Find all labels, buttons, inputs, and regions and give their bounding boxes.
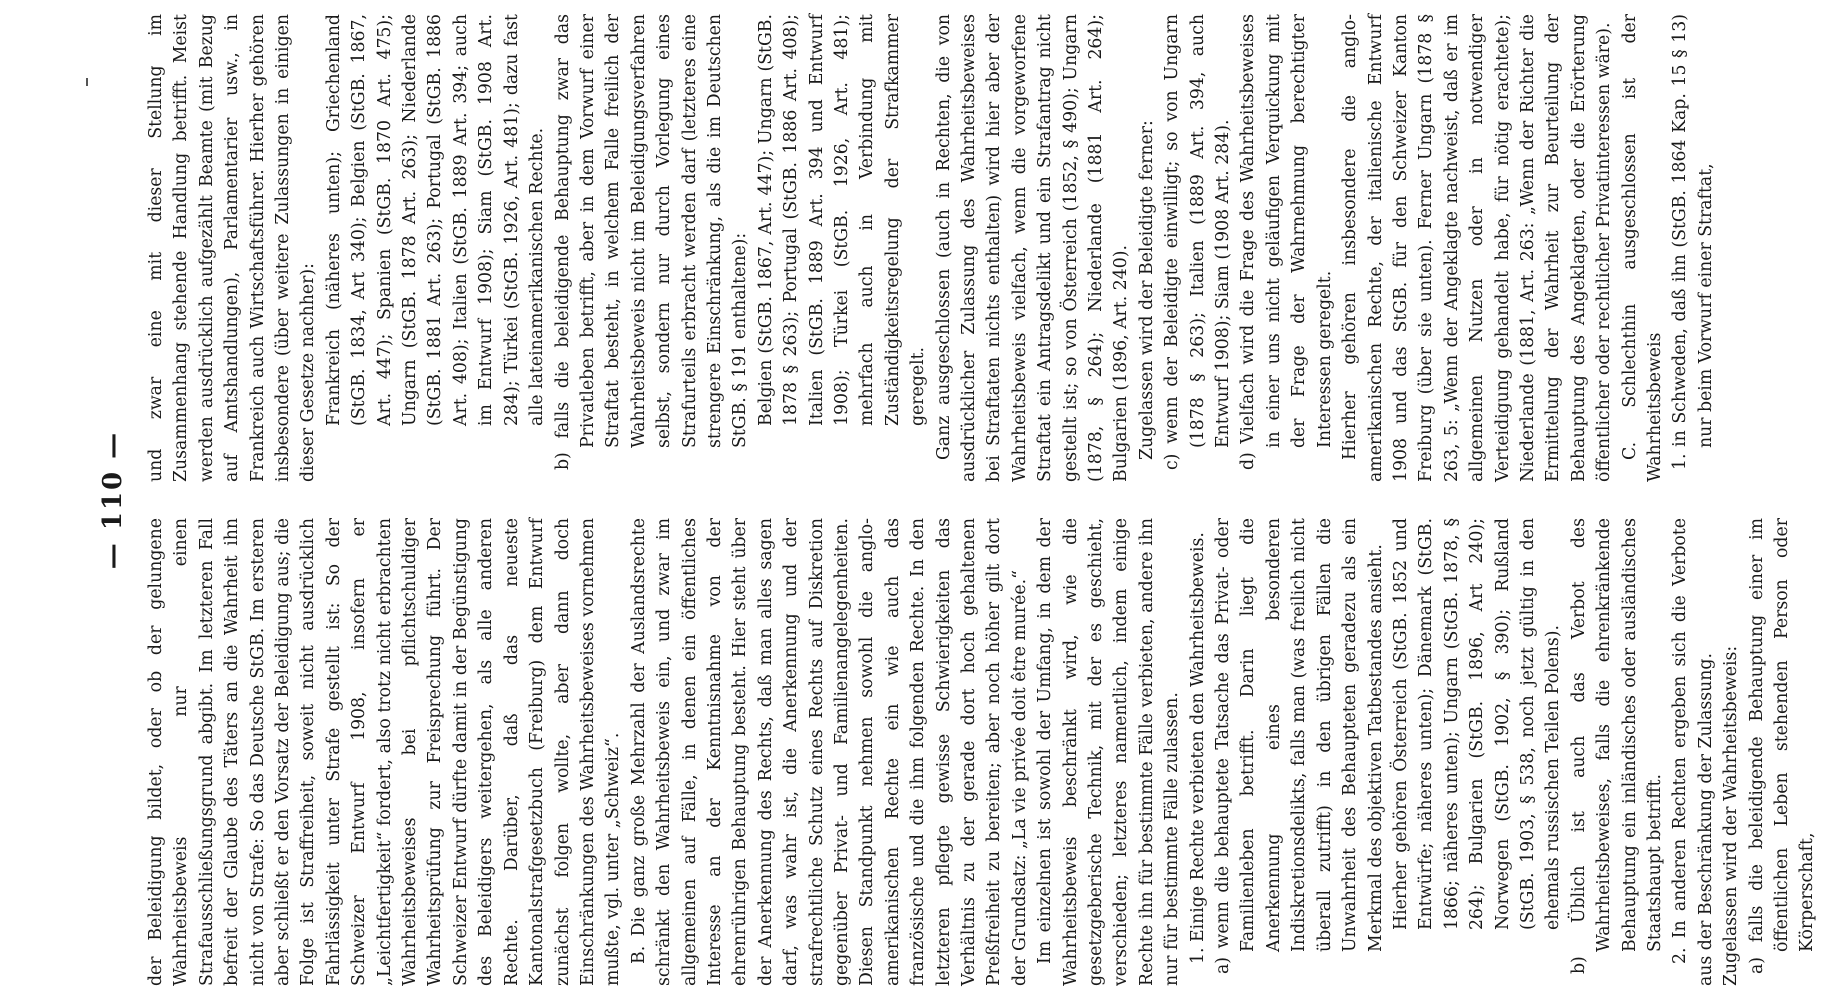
paragraph: 1. in Schweden, daß ihn (StGB. 1864 Kap. 15 § 13) nur beim Vorwurf einer Straftat,: [1670, 14, 1716, 470]
paragraph: Hierher gehören insbesondere die anglo-amerikanischen Rechte, der italienische Entwurf 1908 und das StGB. für den Schweizer Kanton Freiburg (über sie unten). Ferner Ungarn (1878 § 263, 5: „Wenn der Angeklagte nachweist, daß er im allgemeinen Nutzen oder in notwendiger Verteidigung gehandelt habe, für nötig erachtete); Niederlande (1881, Art. 263: „Wenn der Richter die Ermittelung der Wahrheit zur Beurteilung der Behauptung des Angeklagten, oder die Erörterung öffentlicher oder rechtlicher Privatinteressen wäre).: [1340, 14, 1615, 482]
margin-mark: [86, 78, 88, 86]
paragraph: Hierher gehören Österreich (StGB. 1852 und Entwürfe; näheres unten); Dänemark (StGB. 1866; näheres unten); Ungarn (StGB. 1878, § 264); Bulgarien (StGB. 1896, Art 240); Norwegen (StGB. 1902, § 390); Rußland (StGB. 1903, § 538, noch jetzt gültig in den ehemals russischen Teilen Polens).: [1390, 518, 1564, 930]
paragraph: B. Die ganz große Mehrzahl der Auslandsrechte schränkt den Wahrheitsbeweis ein, und zwar im allgemeinen auf Fälle, in denen ein öffentliches Interesse an der Kenntnisnahme von der ehrenrührigen Behauptung besteht. Hier steht über der Anerkennung des Rechts, daß man alles sagen darf, was wahr ist, die Anerkennung und der strafrechtliche Schutz eines Rechts auf Diskretion gegenüber Privat- und Familienangelegenheiten. Diesen Standpunkt nehmen sowohl die anglo-amerikanischen Rechte ein wie auch das französische und die ihm folgenden Rechte. In den letzteren pflegte gewisse Schwierigkeiten das Verhältnis zu der gerade dort hoch gehaltenen Preßfreiheit zu bereiten; aber noch höher gilt dort der Grundsatz: „La vie privée doit être murée.“: [628, 518, 1030, 986]
paragraph: Ganz ausgeschlossen (auch in Rechten, die von ausdrücklicher Zulassung des Wahrheitsbeweises bei Straftaten nichts enthalten) wird hier aber der Wahrheitsbeweis vielfach, wenn die vorgeworfene Straftat ein Antragsdelikt und ein Strafantrag nicht gestellt ist; so von Österreich (1852, § 490); Ungarn (1878, § 264); Niederlande (1881 Art. 264); Bulgarien (1896, Art. 240).: [933, 14, 1132, 482]
paragraph: C. Schlechthin ausgeschlossen ist der Wahrheitsbeweis: [1619, 14, 1665, 482]
text-columns: [144, 14, 1818, 986]
paragraph: b) Üblich ist auch das Verbot des Wahrheitsbeweises, falls die ehrenkränkende Behauptung ein inländisches oder ausländisches Staatshaupt betrifft.: [1568, 518, 1665, 974]
column-left: [144, 518, 1818, 986]
digitization-credit: [2, 0, 22, 1000]
paragraph: a) falls die beleidigende Behauptung einer im öffentlichen Leben stehenden Person oder Körperschaft,: [1746, 518, 1818, 974]
paragraph: 2. In anderen Rechten ergeben sich die Verbote aus der Beschränkung der Zulassung.: [1670, 518, 1716, 986]
page-number: — 110 —: [98, 430, 128, 570]
paragraph: b) falls die beleidigende Behauptung zwar das Privatleben betrifft, aber in dem Vorwurf einer Straftat besteht, in welchem Falle freilich der Wahrheitsbeweis nicht im Beleidigungsverfahren selbst, sondern nur durch Vorlegung eines Strafurteils erbracht werden darf (letzteres eine strengere Einschränkung, als die im Deutschen StGB. § 191 enthaltene):: [552, 14, 751, 470]
paragraph: der Beleidigung bildet, oder ob der gelungene Wahrheitsbeweis nur einen Strafausschließungsgrund abgibt. Im letzteren Fall befreit der Glaube des Täters an die Wahrheit ihn nicht von Strafe: So das Deutsche StGB. Im ersteren aber schließt er den Vorsatz der Beleidigung aus; die Folge ist Straffreiheit, soweit nicht ausdrücklich Fahrlässigkeit unter Strafe gestellt ist: So der Schweizer Entwurf 1908, insofern er „Leichtfertigkeit“ fordert, also trotz nicht erbrachten Wahrheitsbeweises bei pflichtschuldiger Wahrheitsprüfung zur Freisprechung führt. Der Schweizer Entwurf dürfte damit in der Begünstigung des Beleidigers weitergehen, als alle anderen Rechte. Darüber, daß das neueste Kantonalstrafgesetzbuch (Freiburg) dem Entwurf zunächst folgen wollte, aber dann doch Einschränkungen des Wahrheitsbeweises vornehmen mußte, vgl. unter „Schweiz“.: [146, 518, 624, 986]
paragraph: 1. Einige Rechte verbieten den Wahrheitsbeweis.: [1187, 532, 1208, 964]
paragraph: c) wenn der Beleidigte einwilligt; so von Ungarn (1878 § 263); Italien (1889 Art. 394, auch Entwurf 1908); Siam (1908 Art. 284).: [1162, 14, 1234, 470]
paragraph: Zugelassen wird der Beleidigte ferner:: [1136, 120, 1157, 460]
paragraph: a) wenn die behauptete Tatsache das Privat- oder Familienleben betrifft. Darin liegt die Anerkennung eines besonderen Indiskretionsdelikts, falls man (was freilich nicht überall zutrifft) in den übrigen Fällen die Unwahrheit des Behaupteten geradezu als ein Merkmal des objektiven Tatbestandes ansieht.: [1213, 518, 1386, 974]
paragraph: Im einzelnen ist sowohl der Umfang, in dem der Wahrheitsbeweis beschränkt wird, wie die gesetzgeberische Technik, mit der es geschieht, verschieden; letzteres namentlich, indem einige Rechte ihn für bestimmte Fälle verbieten, andere ihn nur für bestimmte Fälle zulassen.: [1035, 518, 1183, 986]
paragraph: und zwar eine mit dieser Stellung im Zusammenhang stehende Handlung betrifft. Meist werden ausdrücklich aufgezählt Beamte (mit Bezug auf Amtshandlungen), Parlamentarier usw., in Frankreich auch Wirtschaftsführer. Hierher gehören insbesondere (über weitere Zulassungen in einigen dieser Gesetze nachher):: [146, 14, 319, 482]
rotated-page: [92, 0, 1818, 1000]
column-right: [144, 14, 1716, 482]
paragraph: d) Vielfach wird die Frage des Wahrheitsbeweises in einer uns nicht geläufigen Verquickung mit der Frage der Wahrnehmung berechtigter Interessen geregelt.: [1238, 14, 1335, 470]
paragraph: Frankreich (näheres unten); Griechenland (StGB. 1834, Art 340); Belgien (StGB. 1867, Art. 447); Spanien (StGB. 1870 Art. 475); Ungarn (StGB. 1878 Art. 263); Niederlande (StGB. 1881 Art. 263); Portugal (StGB. 1886 Art. 408); Italien (StGB. 1889 Art. 394; auch im Entwurf 1908); Siam (StGB. 1908 Art. 284); Türkei (StGB. 1926, Art. 481); dazu fast alle lateinamerikanischen Rechte.: [323, 14, 548, 426]
credit-text: [0, 625, 2, 980]
paragraph: Belgien (StGB. 1867, Art. 447); Ungarn (StGB. 1878 § 263); Portugal (StGB. 1886 Art. 408); Italien (StGB. 1889 Art. 394 und Entwurf 1908); Türkei (StGB. 1926, Art. 481); mehrfach auch in Verbindung mit Zuständigkeitsregelung der Strafkammer geregelt.: [755, 14, 929, 426]
paragraph: Zugelassen wird der Wahrheitsbeweis:: [1721, 645, 1742, 986]
